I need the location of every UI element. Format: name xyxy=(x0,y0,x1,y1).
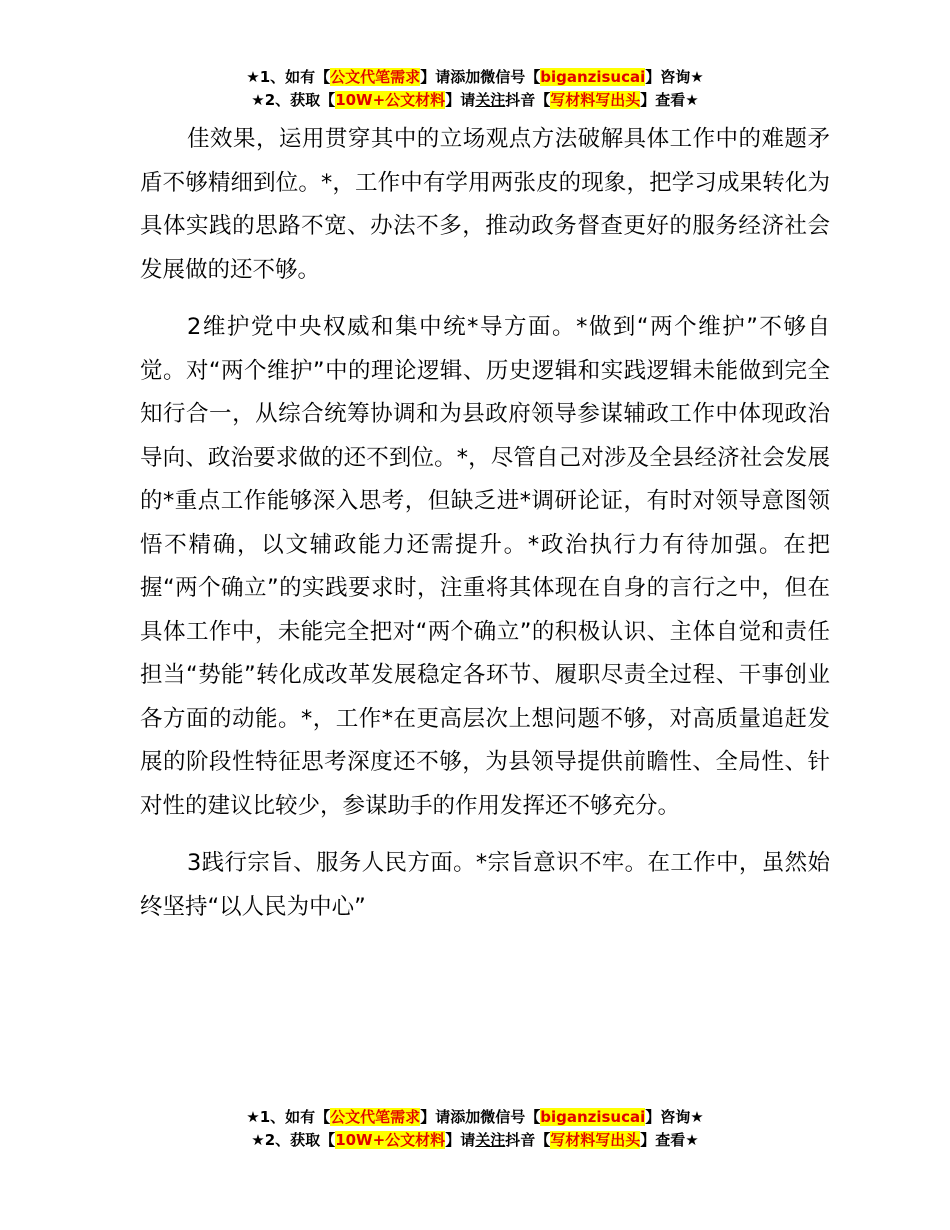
header-line1-suffix: 】咨询★ xyxy=(645,68,704,86)
footer-line2-middle: 】请 xyxy=(445,1131,476,1149)
header-line2-highlight-account: 写材料写出头 xyxy=(550,91,641,109)
header-banner-line-1 xyxy=(0,66,950,89)
header-line1-highlight-service: 公文代笔需求 xyxy=(330,68,421,86)
footer-line2-middle-2: 抖音【 xyxy=(505,1131,551,1149)
header-line2-underlined-follow: 关注 xyxy=(475,91,506,109)
footer-line1-prefix: ★1、如有【 xyxy=(246,1108,331,1126)
header-line2-highlight-materials: 10W+公文材料 xyxy=(335,91,446,109)
header-line2-middle: 】请 xyxy=(445,91,476,109)
header-line2-suffix: 】查看★ xyxy=(640,91,699,109)
header-line1-prefix: ★1、如有【 xyxy=(246,68,331,86)
footer-line2-prefix: ★2、获取【 xyxy=(251,1131,336,1149)
header-line2-middle-2: 抖音【 xyxy=(505,91,551,109)
footer-line2-highlight-materials: 10W+公文材料 xyxy=(335,1131,446,1149)
footer-line1-highlight-wechat-id: biganzisucai xyxy=(540,1108,646,1126)
footer-line1-suffix: 】咨询★ xyxy=(645,1108,704,1126)
footer-line1-highlight-service: 公文代笔需求 xyxy=(330,1108,421,1126)
footer-line1-middle: 】请添加微信号【 xyxy=(420,1108,541,1126)
footer-line2-highlight-account: 写材料写出头 xyxy=(550,1131,641,1149)
document-body xyxy=(140,118,830,943)
footer-line2-suffix: 】查看★ xyxy=(640,1131,699,1149)
header-banner-line-2 xyxy=(0,89,950,112)
footer-banner xyxy=(0,1106,950,1152)
footer-line2-underlined-follow: 关注 xyxy=(475,1131,506,1149)
header-line1-highlight-wechat-id: biganzisucai xyxy=(540,68,646,86)
footer-banner-line-2 xyxy=(0,1129,950,1152)
body-paragraph-2: 2维护党中央权威和集中统*导方面。*做到“两个维护”不够自觉。对“两个维护”中的理论逻辑、历史逻辑和实践逻辑未能做到完全知行合一，从综合统筹协调和为县政府领导参谋辅政工作中体现政治导向、政治要求做的还不到位。*，尽管自己对涉及全县经济社会发展的*重点工作能够深入思考，但缺乏进*调研论证，有时对领导意图领悟不精确，以文辅政能力还需提升。*政治执行力有待加强。在把握“两个确立”的实践要求时，注重将其体现在自身的言行之中，但在具体工作中，未能完全把对“两个确立”的积极认识、主体自觉和责任担当“势能”转化成改革发展稳定各环节、履职尽责全过程、干事创业各方面的动能。*，工作*在更高层次上想问题不够，对高质量追赶发展的阶段性特征思考深度还不够，为县领导提供前瞻性、全局性、针对性的建议比较少，参谋助手的作用发挥还不够充分。 xyxy=(140,314,830,819)
footer-banner-line-1 xyxy=(0,1106,950,1129)
header-line2-prefix: ★2、获取【 xyxy=(251,91,336,109)
body-paragraph-3: 3践行宗旨、服务人民方面。*宗旨意识不牢。在工作中，虽然始终坚持“以人民为中心” xyxy=(140,850,830,920)
header-banner xyxy=(0,66,950,112)
body-paragraph-1: 佳效果，运用贯穿其中的立场观点方法破解具体工作中的难题矛盾不够精细到位。*，工作中有学用两张皮的现象，把学习成果转化为具体实践的思路不宽、办法不多，推动政务督查更好的服务经济社会发展做的还不够。 xyxy=(140,126,830,283)
header-line1-middle: 】请添加微信号【 xyxy=(420,68,541,86)
